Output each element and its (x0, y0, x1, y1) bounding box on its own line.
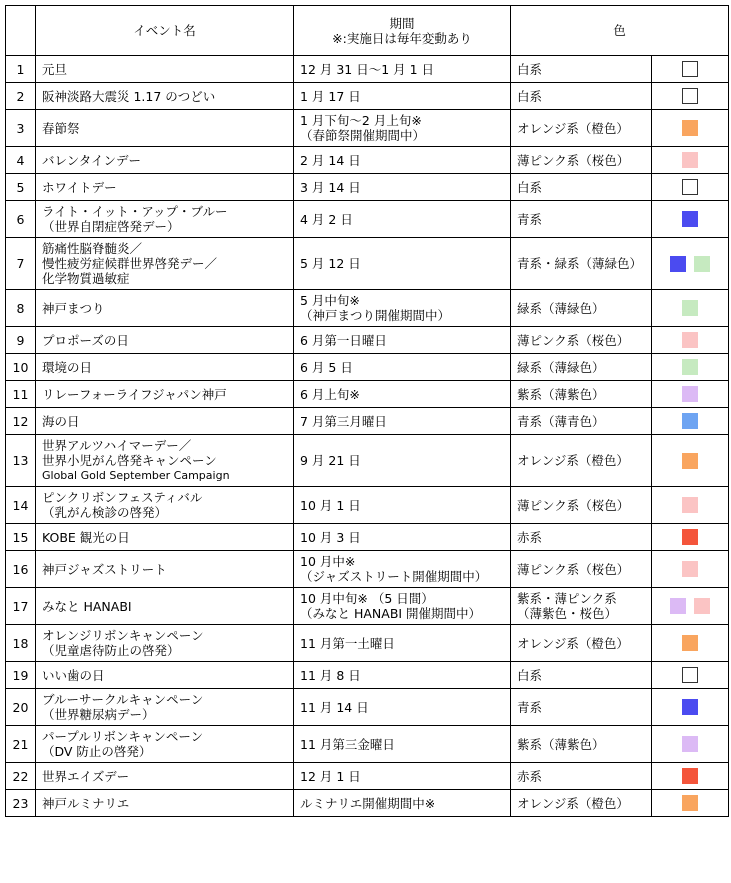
row-number: 7 (6, 238, 36, 290)
header-period-title: 期間 (389, 15, 415, 31)
event-period (294, 662, 511, 689)
color-name (511, 56, 652, 83)
table-row (6, 588, 729, 625)
event-name (36, 790, 294, 817)
table-row (6, 625, 729, 662)
event-name-line: いい歯の日 (42, 667, 105, 683)
table-row (6, 201, 729, 238)
event-period-line: 1 月下旬～2 月上旬※ (300, 113, 422, 128)
event-period (294, 790, 511, 817)
color-swatch (682, 61, 698, 77)
event-name-line: 春節祭 (42, 120, 80, 136)
color-name-line: オレンジ系（橙色） (517, 120, 629, 136)
color-swatch (682, 497, 698, 513)
event-period (294, 238, 511, 290)
event-period-line: 5 月中旬※ (300, 293, 360, 308)
event-period-line: 11 月第三金曜日 (300, 736, 395, 752)
event-period-line: 6 月上旬※ (300, 386, 360, 402)
color-name-line: 緑系（薄緑色） (517, 359, 605, 375)
table-row (6, 354, 729, 381)
event-period-line: （春節祭開催期間中） (300, 128, 426, 143)
color-name (511, 551, 652, 588)
color-name (511, 408, 652, 435)
color-name (511, 524, 652, 551)
event-period-line: 10 月中旬※ （5 日間） (300, 591, 434, 606)
event-name (36, 201, 294, 238)
event-name-line: バレンタインデー (42, 152, 141, 168)
color-swatch (682, 768, 698, 784)
color-swatch (682, 152, 698, 168)
color-swatch-cell (652, 689, 729, 726)
event-period-line: 1 月 17 日 (300, 88, 361, 104)
event-name-line: リレーフォーライフジャパン神戸 (42, 386, 227, 402)
event-period (294, 408, 511, 435)
table-row (6, 524, 729, 551)
row-number: 5 (6, 174, 36, 201)
color-swatch (682, 635, 698, 651)
event-period-line: 10 月 1 日 (300, 497, 361, 513)
event-period-line: 4 月 2 日 (300, 211, 353, 227)
color-swatch (682, 529, 698, 545)
color-swatch-cell (652, 662, 729, 689)
event-name (36, 83, 294, 110)
event-period-line: 11 月第一土曜日 (300, 635, 395, 651)
event-name-line: KOBE 観光の日 (42, 529, 130, 545)
table-row (6, 408, 729, 435)
event-name-line: Global Gold September Campaign (42, 469, 230, 482)
table-row (6, 381, 729, 408)
row-number: 21 (6, 726, 36, 763)
color-swatch (682, 386, 698, 402)
event-name-line: （DV 防止の啓発） (42, 744, 152, 759)
event-period (294, 763, 511, 790)
event-name-line: パープルリボンキャンペーン (42, 729, 204, 744)
row-number: 12 (6, 408, 36, 435)
color-swatch (682, 736, 698, 752)
event-name (36, 174, 294, 201)
color-swatch (682, 667, 698, 683)
event-name-line: 化学物質過敏症 (42, 271, 130, 286)
color-name-line: 白系 (517, 61, 543, 77)
color-name-line: オレンジ系（橙色） (517, 453, 629, 468)
event-period-line: 2 月 14 日 (300, 152, 361, 168)
header-event-name: イベント名 (36, 6, 294, 56)
table-row (6, 83, 729, 110)
event-period (294, 174, 511, 201)
color-swatch-cell (652, 110, 729, 147)
event-name-line: プロポーズの日 (42, 332, 129, 348)
color-name (511, 625, 652, 662)
event-name-line: 神戸ジャズストリート (42, 561, 167, 577)
row-number: 11 (6, 381, 36, 408)
event-name (36, 56, 294, 83)
color-name (511, 662, 652, 689)
event-period (294, 290, 511, 327)
event-period-line: 5 月 12 日 (300, 256, 361, 271)
event-name-line: 海の日 (42, 413, 80, 429)
row-number: 17 (6, 588, 36, 625)
color-name-line: 薄ピンク系（桜色） (517, 152, 630, 168)
color-name-line: 紫系（薄紫色） (517, 736, 605, 752)
color-swatch-cell (652, 588, 729, 625)
event-period-line: （みなと HANABI 開催期間中） (300, 606, 482, 621)
event-name-line: 元旦 (42, 61, 68, 77)
event-name-line: 世界エイズデー (42, 768, 130, 784)
event-name-line: 筋痛性脳脊髄炎／ (42, 241, 143, 256)
event-period-line: 6 月第一日曜日 (300, 332, 387, 348)
color-swatch-cell (652, 435, 729, 487)
row-number: 16 (6, 551, 36, 588)
event-period (294, 354, 511, 381)
color-name (511, 110, 652, 147)
header-number (6, 6, 36, 56)
event-name (36, 354, 294, 381)
color-name (511, 689, 652, 726)
event-name-line: （児童虐待防止の啓発） (42, 643, 180, 658)
row-number: 20 (6, 689, 36, 726)
color-swatch (682, 300, 698, 316)
table-row (6, 110, 729, 147)
row-number: 10 (6, 354, 36, 381)
event-period-line: （神戸まつり開催期間中） (300, 308, 451, 323)
row-number: 18 (6, 625, 36, 662)
row-number: 8 (6, 290, 36, 327)
event-name-line: （乳がん検診の啓発） (42, 505, 168, 520)
event-period-line: 3 月 14 日 (300, 179, 361, 195)
color-swatch-cell (652, 625, 729, 662)
event-period (294, 110, 511, 147)
event-period-line: 12 月 31 日～1 月 1 日 (300, 61, 435, 77)
event-name-line: 環境の日 (42, 359, 93, 375)
color-swatch (682, 453, 698, 469)
event-period-line: 10 月 3 日 (300, 529, 361, 545)
event-period (294, 56, 511, 83)
color-name-line: 青系（薄青色） (517, 413, 605, 429)
event-name (36, 588, 294, 625)
event-period-line: 11 月 14 日 (300, 699, 369, 715)
color-swatch-cell (652, 56, 729, 83)
event-period-line: 11 月 8 日 (300, 667, 361, 683)
color-swatch-cell (652, 290, 729, 327)
color-name (511, 790, 652, 817)
color-name-line: 紫系（薄紫色） (517, 386, 605, 402)
event-name (36, 290, 294, 327)
event-name (36, 487, 294, 524)
row-number: 14 (6, 487, 36, 524)
table-row (6, 56, 729, 83)
event-period-line: 6 月 5 日 (300, 359, 353, 375)
color-swatch (682, 88, 698, 104)
event-period-line: ルミナリエ開催期間中※ (300, 795, 436, 811)
event-name-line: 世界アルツハイマーデー／ (42, 438, 192, 453)
event-name-line: ホワイトデー (42, 179, 117, 195)
event-period (294, 83, 511, 110)
color-name (511, 354, 652, 381)
row-number: 2 (6, 83, 36, 110)
color-name (511, 147, 652, 174)
table-row (6, 662, 729, 689)
table-row (6, 174, 729, 201)
color-name-line: 青系・緑系（薄緑色） (517, 256, 643, 271)
table-row (6, 238, 729, 290)
header-period (294, 6, 511, 56)
color-swatch-cell (652, 354, 729, 381)
color-name (511, 763, 652, 790)
event-name-line: （世界糖尿病デー） (42, 707, 155, 722)
color-name (511, 327, 652, 354)
color-name-line: 赤系 (517, 768, 543, 784)
color-swatch (682, 211, 698, 227)
color-swatch-cell (652, 238, 729, 290)
table-row (6, 726, 729, 763)
event-name-line: 世界小児がん啓発キャンペーン (42, 453, 217, 468)
color-name (511, 290, 652, 327)
color-swatch-cell (652, 147, 729, 174)
color-name-line: 白系 (517, 179, 543, 195)
event-name-line: ピンクリボンフェスティバル (42, 490, 203, 505)
color-name-line: 薄ピンク系（桜色） (517, 561, 630, 577)
row-number: 19 (6, 662, 36, 689)
event-name-line: オレンジリボンキャンペーン (42, 628, 204, 643)
event-period (294, 625, 511, 662)
table-row (6, 763, 729, 790)
event-name (36, 381, 294, 408)
color-swatch-cell (652, 327, 729, 354)
color-swatch-cell (652, 551, 729, 588)
color-swatch (682, 561, 698, 577)
event-period-line: 10 月中※ (300, 554, 356, 569)
event-name-line: ブルーサークルキャンペーン (42, 692, 204, 707)
color-swatch-cell (652, 524, 729, 551)
table-row (6, 790, 729, 817)
color-name (511, 588, 652, 625)
event-name (36, 147, 294, 174)
color-swatch (682, 699, 698, 715)
color-name-line: 薄ピンク系（桜色） (517, 497, 630, 513)
header-color: 色 (511, 6, 729, 56)
color-swatch (670, 256, 686, 272)
event-name (36, 625, 294, 662)
table-row (6, 689, 729, 726)
event-name (36, 726, 294, 763)
event-period (294, 551, 511, 588)
row-number: 6 (6, 201, 36, 238)
event-period-line: 12 月 1 日 (300, 768, 361, 784)
color-name (511, 174, 652, 201)
color-name-line: 青系 (517, 211, 543, 227)
color-swatch (694, 256, 710, 272)
color-name (511, 726, 652, 763)
table-row (6, 147, 729, 174)
row-number: 13 (6, 435, 36, 487)
event-name (36, 327, 294, 354)
event-name-line: ライト・イット・アップ・ブルー (42, 204, 228, 219)
event-name-line: 慢性疲労症候群世界啓発デー／ (42, 256, 218, 271)
event-period (294, 381, 511, 408)
event-period (294, 435, 511, 487)
color-name-line: 青系 (517, 699, 543, 715)
row-number: 15 (6, 524, 36, 551)
color-swatch-cell (652, 381, 729, 408)
color-swatch (682, 120, 698, 136)
row-number: 4 (6, 147, 36, 174)
color-swatch-cell (652, 790, 729, 817)
color-name-line: オレンジ系（橙色） (517, 795, 629, 811)
color-name-line: 緑系（薄緑色） (517, 300, 605, 316)
color-swatch-cell (652, 174, 729, 201)
color-name (511, 487, 652, 524)
table-row (6, 487, 729, 524)
color-name (511, 201, 652, 238)
event-period-line: 7 月第三月曜日 (300, 413, 387, 429)
color-swatch (694, 598, 710, 614)
event-period (294, 487, 511, 524)
color-name-line: オレンジ系（橙色） (517, 635, 629, 651)
header-period-note: ※:実施日は毎年変動あり (332, 30, 472, 46)
color-name (511, 83, 652, 110)
color-name-line: 薄ピンク系（桜色） (517, 332, 630, 348)
event-name (36, 763, 294, 790)
event-period (294, 147, 511, 174)
event-name (36, 662, 294, 689)
event-name (36, 238, 294, 290)
event-period (294, 588, 511, 625)
event-name-line: 阪神淡路大震災 1.17 のつどい (42, 88, 216, 104)
color-swatch (682, 179, 698, 195)
row-number: 1 (6, 56, 36, 83)
event-name (36, 110, 294, 147)
color-name-line: 白系 (517, 667, 543, 683)
event-period (294, 689, 511, 726)
event-name (36, 408, 294, 435)
color-swatch-cell (652, 726, 729, 763)
color-name (511, 238, 652, 290)
color-name-line: 紫系・薄ピンク系 (517, 591, 617, 606)
row-number: 3 (6, 110, 36, 147)
color-swatch (670, 598, 686, 614)
event-color-table (5, 5, 729, 817)
event-name (36, 689, 294, 726)
event-name-line: （世界自閉症啓発デー） (42, 219, 180, 234)
color-swatch-cell (652, 487, 729, 524)
color-name-line: 白系 (517, 88, 543, 104)
row-number: 23 (6, 790, 36, 817)
color-swatch (682, 332, 698, 348)
color-swatch-cell (652, 408, 729, 435)
color-name (511, 381, 652, 408)
event-period (294, 524, 511, 551)
event-period-line: 9 月 21 日 (300, 453, 361, 468)
event-period (294, 201, 511, 238)
event-period-line: （ジャズストリート開催期間中） (300, 569, 488, 584)
color-name-line: 赤系 (517, 529, 543, 545)
event-name (36, 435, 294, 487)
event-name (36, 551, 294, 588)
event-name-line: みなと HANABI (42, 598, 132, 614)
row-number: 9 (6, 327, 36, 354)
color-swatch-cell (652, 763, 729, 790)
color-name-line: （薄紫色・桜色） (517, 606, 618, 621)
event-period (294, 327, 511, 354)
table-row (6, 551, 729, 588)
event-period (294, 726, 511, 763)
event-name-line: 神戸まつり (42, 300, 105, 316)
row-number: 22 (6, 763, 36, 790)
color-swatch (682, 795, 698, 811)
table-header-row (6, 6, 729, 56)
color-swatch-cell (652, 201, 729, 238)
color-swatch-cell (652, 83, 729, 110)
table-row (6, 290, 729, 327)
table-row (6, 435, 729, 487)
table-row (6, 327, 729, 354)
event-name-line: 神戸ルミナリエ (42, 795, 130, 811)
color-swatch (682, 413, 698, 429)
color-name (511, 435, 652, 487)
event-name (36, 524, 294, 551)
color-swatch (682, 359, 698, 375)
